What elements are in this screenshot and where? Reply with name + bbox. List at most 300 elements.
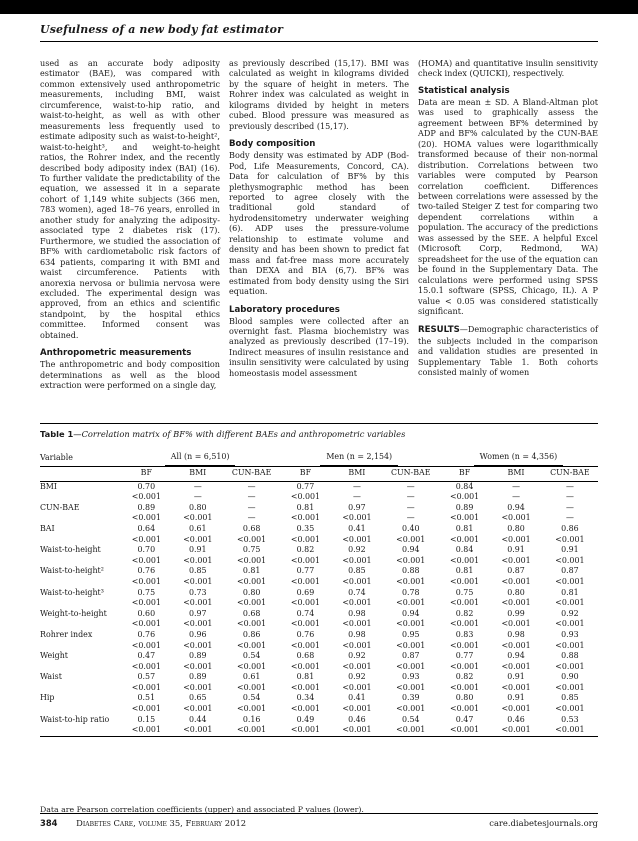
p-value-cell: <0.001 [501, 682, 531, 692]
row-label [40, 725, 121, 736]
p-value-cell: <0.001 [449, 534, 480, 544]
correlation-cell: — [352, 481, 361, 491]
correlation-cell: 0.16 [242, 714, 261, 724]
correlation-cell: 0.91 [507, 672, 525, 682]
p-value-cell: <0.001 [131, 555, 161, 565]
correlation-cell: 0.61 [242, 672, 261, 682]
p-value-cell: <0.001 [396, 704, 426, 714]
p-value-cell: — [352, 492, 361, 502]
p-value-cell: <0.001 [121, 725, 172, 736]
subheader-cell: BMI [172, 466, 223, 481]
p-value-cell: <0.001 [449, 598, 480, 608]
p-value-cell: <0.001 [501, 576, 531, 586]
p-value-cell: <0.001 [501, 513, 531, 523]
correlation-cell: 0.51 [137, 693, 156, 703]
correlation-cell: 0.77 [296, 566, 315, 576]
row-label: Weight [40, 651, 68, 661]
correlation-cell: 0.54 [242, 693, 261, 703]
correlation-cell: — [193, 481, 202, 491]
correlation-cell: 0.68 [242, 608, 261, 618]
p-value-cell: <0.001 [449, 640, 480, 650]
page-number: 384 [40, 818, 58, 828]
header-rule [40, 41, 598, 42]
correlation-cell: 0.73 [189, 587, 207, 597]
correlation-cell: 0.80 [507, 523, 525, 533]
correlation-cell: 0.80 [189, 502, 207, 512]
text-column-3 [418, 58, 598, 378]
table-row-pvalue [40, 683, 598, 694]
paragraph: used as an accurate body adiposity estimator (BAE), was compared with common extensively used anthropometric measurements, including BMI, waist circumference, waist-to-hip ratio, and waist-to-height, as well as with other measurements less frequently used to estimate adiposity such as waist-to-height², waist-to-height³, and weight-to-height ratios, the Rohrer index, and the recently described body adiposity index (BAI) (16). To further validate the predictability of the equation, we assessed it in a separate cohort of 1,149 white subjects (366 men, 783 women), aged 18–76 years, enrolled in another study for analyzing the adiposity-associated type 2 diabetes risk (17). Furthermore, we studied the association of BF% with cardiometabolic risk factors of 634 patients, comparing it with BMI and waist circumference. Patients with anorexia nervosa or bulimia nervosa were excluded. The experimental design was approved, from an ethics and scientific standpoint, by the hospital ethics committee. Informed consent was obtained. [40, 58, 220, 340]
correlation-cell: 0.86 [561, 523, 579, 533]
p-value-cell: <0.001 [131, 492, 161, 502]
correlation-cell: 0.91 [507, 545, 525, 555]
correlation-cell: 0.92 [561, 608, 579, 618]
correlation-cell: 0.81 [455, 566, 474, 576]
correlation-cell: 0.80 [242, 587, 261, 597]
correlation-cell: 0.82 [455, 672, 474, 682]
correlation-cell: 0.81 [242, 566, 261, 576]
p-value-cell: <0.001 [396, 661, 426, 671]
p-value-cell: <0.001 [449, 661, 480, 671]
correlation-cell: 0.89 [455, 502, 474, 512]
p-value-cell: <0.001 [342, 661, 372, 671]
row-label [40, 662, 121, 673]
p-value-cell: <0.001 [439, 725, 490, 736]
correlation-cell: 0.94 [401, 608, 420, 618]
table-row-coefficient [40, 503, 598, 514]
correlation-cell: 0.94 [507, 651, 525, 661]
correlation-cell: 0.77 [455, 651, 474, 661]
p-value-cell: <0.001 [555, 534, 585, 544]
p-value-cell: <0.001 [555, 640, 585, 650]
p-value-cell: <0.001 [237, 576, 267, 586]
p-value-cell: — [512, 492, 520, 502]
p-value-cell: <0.001 [290, 534, 321, 544]
p-value-cell: <0.001 [237, 534, 267, 544]
table-top-rule [40, 423, 598, 424]
subheader-cell: BF [280, 466, 331, 481]
correlation-cell: 0.97 [189, 608, 207, 618]
correlation-cell: 0.53 [561, 714, 579, 724]
correlation-cell: 0.81 [296, 502, 315, 512]
table-row-pvalue [40, 535, 598, 546]
correlation-cell: 0.93 [401, 672, 420, 682]
p-value-cell: <0.001 [342, 576, 372, 586]
p-value-cell: — [565, 513, 574, 523]
correlation-cell: 0.57 [137, 672, 156, 682]
p-value-cell: — [193, 492, 202, 502]
correlation-cell: — [247, 502, 256, 512]
variable-header: Variable [40, 453, 73, 462]
correlation-cell: 0.98 [348, 608, 366, 618]
table-row-pvalue [40, 641, 598, 652]
correlation-cell: 0.84 [455, 545, 474, 555]
p-value-cell: <0.001 [555, 661, 585, 671]
p-value-cell: <0.001 [183, 704, 213, 714]
p-value-cell: — [247, 513, 256, 523]
correlation-cell: — [565, 502, 574, 512]
paragraph: Data are mean ± SD. A Bland-Altman plot was used to graphically assess the agreement between BF% determined by ADP and BF% calculated by the CUN-BAE (20). HOMA values were logarithmically transformed because of their non-normal distribution. Correlations between two variables were computed by Pearson correlation coefficient. Differences between correlations were assessed by the two-tailed Steiger Z test for comparing two dependent correlations within a population. The accuracy of the predictions was assessed by the SEE. A helpful Excel (Microsoft Corp, Redmond, WA) spreadsheet for the use of the equation can be found in the Supplementary Data. The calculations were performed using SPSS 15.0.1 software (SPSS, Chicago, IL). A P value < 0.05 was considered statistically significant. [418, 96, 598, 316]
p-value-cell: — [406, 492, 415, 502]
p-value-cell: <0.001 [237, 704, 267, 714]
table-row-pvalue [40, 662, 598, 673]
p-value-cell: <0.001 [555, 555, 585, 565]
p-value-cell: <0.001 [290, 661, 321, 671]
table-row-coefficient [40, 693, 598, 704]
p-value-cell: <0.001 [290, 682, 321, 692]
correlation-cell: 0.87 [507, 566, 525, 576]
p-value-cell: <0.001 [290, 576, 321, 586]
row-label: Waist-to-height [40, 545, 101, 555]
correlation-cell: 0.54 [401, 714, 420, 724]
p-value-cell: <0.001 [290, 492, 321, 502]
row-label [40, 704, 121, 715]
p-value-cell: <0.001 [501, 598, 531, 608]
table-row-coefficient [40, 715, 598, 726]
table-caption [40, 429, 405, 439]
p-value-cell: <0.001 [237, 640, 267, 650]
section-heading: Laboratory procedures [229, 304, 340, 315]
correlation-cell: 0.87 [401, 651, 420, 661]
correlation-cell: 0.46 [507, 714, 525, 724]
p-value-cell: <0.001 [342, 619, 372, 629]
p-value-cell: <0.001 [501, 661, 531, 671]
p-value-cell: <0.001 [183, 513, 213, 523]
p-value-cell: <0.001 [237, 661, 267, 671]
correlation-cell: 0.84 [455, 481, 474, 491]
correlation-cell: 0.98 [348, 629, 366, 639]
table-row-coefficient [40, 566, 598, 577]
correlation-cell: 0.87 [561, 566, 579, 576]
p-value-cell: <0.001 [490, 725, 541, 736]
p-value-cell: <0.001 [280, 725, 331, 736]
row-label [40, 577, 121, 588]
table-row-coefficient [40, 481, 598, 492]
p-value-cell: <0.001 [290, 640, 321, 650]
p-value-cell: <0.001 [342, 555, 372, 565]
correlation-cell: 0.89 [189, 672, 207, 682]
correlation-cell: 0.81 [561, 587, 579, 597]
p-value-cell: <0.001 [183, 619, 213, 629]
table-row-pvalue [40, 513, 598, 524]
p-value-cell: <0.001 [131, 682, 161, 692]
section-heading: Anthropometric measurements [40, 348, 192, 359]
correlation-cell: 0.47 [455, 714, 474, 724]
p-value-cell: <0.001 [290, 555, 321, 565]
correlation-cell: 0.97 [348, 502, 366, 512]
table-row-coefficient [40, 545, 598, 556]
row-label [40, 492, 121, 503]
p-value-cell: <0.001 [183, 661, 213, 671]
correlation-cell: 0.99 [507, 608, 525, 618]
correlation-cell: 0.77 [296, 481, 315, 491]
row-label: Waist [40, 672, 62, 682]
p-value-cell: — [565, 492, 574, 502]
correlation-cell: 0.35 [296, 523, 315, 533]
correlation-cell: 0.85 [561, 693, 579, 703]
correlation-cell: 0.74 [348, 587, 366, 597]
correlation-cell: 0.75 [455, 587, 474, 597]
correlation-cell: 0.81 [296, 672, 315, 682]
subheader-cell: BF [439, 466, 490, 481]
p-value-cell: <0.001 [131, 513, 161, 523]
p-value-cell: <0.001 [501, 555, 531, 565]
subheader-cell: BMI [331, 466, 382, 481]
correlation-table [40, 452, 598, 737]
row-label: Weight-to-height [40, 608, 107, 618]
table-row-pvalue [40, 598, 598, 609]
p-value-cell: — [406, 513, 415, 523]
running-title: Usefulness of a new body fat estimator [40, 23, 283, 36]
p-value-cell: <0.001 [501, 640, 531, 650]
p-value-cell: <0.001 [396, 555, 426, 565]
correlation-cell: 0.82 [455, 608, 474, 618]
correlation-cell: 0.83 [455, 629, 474, 639]
p-value-cell: <0.001 [396, 682, 426, 692]
p-value-cell: <0.001 [131, 534, 161, 544]
p-value-cell: <0.001 [449, 492, 480, 502]
correlation-cell: 0.69 [296, 587, 315, 597]
row-label: BAI [40, 523, 55, 533]
correlation-cell: — [512, 481, 520, 491]
correlation-cell: 0.94 [401, 545, 420, 555]
correlation-cell: — [406, 502, 415, 512]
paragraph: Body density was estimated by ADP (Bod-Pod, Life Measurements, Concord, CA). Data for calculation of BF% by this plethysmographic method has been reported to agree closely with the traditional gold standard of hydrodensitometry underwater weighing (6). ADP uses the pressure-volume relationship to estimate volume and density and has been shown to predict fat mass and fat-free mass more accurately than DEXA and BIA (6,7). BF% was estimated from body density using the Siri equation. [229, 150, 409, 297]
table-row-coefficient [40, 651, 598, 662]
p-value-cell: <0.001 [237, 682, 267, 692]
row-label: Hip [40, 693, 55, 703]
table-row-pvalue [40, 704, 598, 715]
p-value-cell: <0.001 [342, 534, 372, 544]
p-value-cell: <0.001 [183, 576, 213, 586]
table-row-coefficient [40, 609, 598, 620]
correlation-cell: 0.88 [401, 566, 420, 576]
p-value-cell: <0.001 [183, 682, 213, 692]
section-heading: Body composition [229, 139, 316, 150]
group-header-all: All (n = 6,510) [121, 452, 280, 466]
paragraph: as previously described (15,17). BMI was calculated as weight in kilograms divided by the square of height in meters. The Rohrer index was calculated as weight in kilograms divided by height in meters cubed. Blood pressure was measured as previously described (15,17). [229, 58, 409, 131]
correlation-cell: 0.74 [296, 608, 315, 618]
table-row-pvalue [40, 725, 598, 736]
correlation-cell: 0.86 [242, 629, 261, 639]
p-value-cell: <0.001 [290, 619, 321, 629]
paragraph: (HOMA) and quantitative insulin sensitivity check index (QUICKI), respectively. [418, 58, 598, 79]
journal-url[interactable]: care.diabetesjournals.org [489, 818, 598, 828]
row-label: Waist-to-height³ [40, 587, 104, 597]
p-value-cell: <0.001 [131, 661, 161, 671]
table-row-coefficient [40, 524, 598, 535]
table-body [40, 481, 598, 736]
correlation-cell: 0.94 [507, 502, 525, 512]
correlation-cell: 0.49 [296, 714, 315, 724]
correlation-cell: 0.44 [189, 714, 207, 724]
correlation-cell: 0.15 [137, 714, 156, 724]
p-value-cell: <0.001 [290, 598, 321, 608]
correlation-cell: 0.91 [189, 545, 207, 555]
correlation-cell: 0.93 [561, 629, 579, 639]
correlation-cell: 0.96 [189, 629, 207, 639]
subheader-row [40, 466, 598, 481]
correlation-cell: 0.89 [189, 651, 207, 661]
page-footer [40, 818, 598, 828]
row-label [40, 619, 121, 630]
p-value-cell: <0.001 [290, 704, 321, 714]
group-header-women: Women (n = 4,356) [439, 452, 598, 466]
correlation-cell: 0.78 [401, 587, 420, 597]
table-row-pvalue [40, 492, 598, 503]
correlation-cell: 0.80 [455, 693, 474, 703]
correlation-cell: 0.61 [189, 523, 207, 533]
p-value-cell: <0.001 [449, 513, 480, 523]
correlation-cell: 0.70 [137, 481, 156, 491]
p-value-cell: <0.001 [396, 619, 426, 629]
p-value-cell: <0.001 [342, 513, 372, 523]
row-label: BMI [40, 481, 57, 491]
correlation-cell: 0.68 [296, 651, 315, 661]
correlation-cell: 0.64 [137, 523, 156, 533]
table-row-coefficient [40, 672, 598, 683]
p-value-cell: <0.001 [342, 598, 372, 608]
correlation-cell: 0.39 [401, 693, 420, 703]
group-header-row [40, 452, 598, 466]
p-value-cell: <0.001 [183, 598, 213, 608]
paragraph: Blood samples were collected after an overnight fast. Plasma biochemistry was analyzed as previously described (17–19). Indirect measures of insulin resistance and insulin sensitivity were calculated by using homeostasis model assessment [229, 315, 409, 378]
correlation-cell: 0.85 [348, 566, 366, 576]
results-heading: RESULTS [418, 325, 460, 336]
p-value-cell: <0.001 [131, 576, 161, 586]
correlation-cell: 0.75 [137, 587, 156, 597]
results-text: —Demographic characteristics of the subjects included in the comparison and validation studies are presented in Supplementary Table 1. Both cohorts consisted mainly of women [418, 324, 598, 378]
correlation-cell: 0.92 [348, 651, 366, 661]
p-value-cell: <0.001 [555, 619, 585, 629]
correlation-cell: 0.65 [189, 693, 207, 703]
correlation-cell: 0.68 [242, 523, 261, 533]
subheader-cell: BMI [490, 466, 541, 481]
correlation-cell: 0.82 [296, 545, 315, 555]
subheader-cell: CUN-BAE [224, 466, 280, 481]
results-paragraph [418, 324, 598, 377]
p-value-cell: — [247, 492, 256, 502]
correlation-cell: 0.92 [348, 672, 366, 682]
p-value-cell: <0.001 [183, 640, 213, 650]
section-heading: Statistical analysis [418, 85, 510, 96]
p-value-cell: <0.001 [501, 704, 531, 714]
p-value-cell: <0.001 [237, 555, 267, 565]
correlation-cell: 0.41 [348, 693, 366, 703]
p-value-cell: <0.001 [224, 725, 280, 736]
p-value-cell: <0.001 [342, 640, 372, 650]
p-value-cell: <0.001 [449, 555, 480, 565]
correlation-cell: 0.76 [137, 566, 156, 576]
p-value-cell: <0.001 [131, 704, 161, 714]
p-value-cell: <0.001 [331, 725, 382, 736]
journal-citation: Diabetes Care, volume 35, February 2012 [76, 818, 247, 828]
correlation-cell: — [406, 481, 415, 491]
correlation-cell: 0.88 [561, 651, 579, 661]
p-value-cell: <0.001 [396, 534, 426, 544]
correlation-cell: 0.90 [561, 672, 579, 682]
p-value-cell: <0.001 [237, 598, 267, 608]
p-value-cell: <0.001 [396, 640, 426, 650]
p-value-cell: <0.001 [555, 598, 585, 608]
correlation-cell: 0.91 [561, 545, 579, 555]
table-row-pvalue [40, 556, 598, 567]
correlation-cell: 0.76 [296, 629, 315, 639]
correlation-cell: 0.47 [137, 651, 156, 661]
group-header-men: Men (n = 2,154) [280, 452, 439, 466]
table-label: Table 1 [40, 429, 74, 439]
row-label [40, 598, 121, 609]
table-footnote: Data are Pearson correlation coefficients (upper) and associated P values (lower). [40, 805, 364, 814]
p-value-cell: <0.001 [501, 534, 531, 544]
subheader-cell: CUN-BAE [542, 466, 598, 481]
row-label: Waist-to-hip ratio [40, 714, 110, 724]
row-label: Waist-to-height² [40, 566, 104, 576]
correlation-cell: 0.75 [242, 545, 261, 555]
p-value-cell: <0.001 [342, 704, 372, 714]
table-title: —Correlation matrix of BF% with different BAEs and anthropometric variables [73, 429, 406, 439]
p-value-cell: <0.001 [449, 682, 480, 692]
correlation-cell: 0.91 [507, 693, 525, 703]
correlation-cell: 0.85 [189, 566, 207, 576]
correlation-cell: 0.95 [401, 629, 420, 639]
p-value-cell: <0.001 [383, 725, 439, 736]
table-row-pvalue [40, 619, 598, 630]
top-black-bar [0, 0, 638, 14]
p-value-cell: <0.001 [183, 534, 213, 544]
correlation-cell: 0.54 [242, 651, 261, 661]
p-value-cell: <0.001 [237, 619, 267, 629]
correlation-cell: 0.89 [137, 502, 156, 512]
row-label [40, 683, 121, 694]
p-value-cell: <0.001 [290, 513, 321, 523]
correlation-cell: 0.34 [296, 693, 315, 703]
subheader-spacer [40, 466, 121, 481]
row-label [40, 513, 121, 524]
p-value-cell: <0.001 [449, 576, 480, 586]
text-column-2 [229, 58, 409, 378]
p-value-cell: <0.001 [172, 725, 223, 736]
table-row-coefficient [40, 630, 598, 641]
correlation-cell: — [565, 481, 574, 491]
p-value-cell: <0.001 [183, 555, 213, 565]
subheader-cell: BF [121, 466, 172, 481]
correlation-cell: 0.76 [137, 629, 156, 639]
table-row-coefficient [40, 588, 598, 599]
correlation-cell: 0.92 [348, 545, 366, 555]
p-value-cell: <0.001 [555, 682, 585, 692]
row-label: CUN-BAE [40, 502, 80, 512]
row-label [40, 556, 121, 567]
p-value-cell: <0.001 [542, 725, 598, 736]
p-value-cell: <0.001 [555, 704, 585, 714]
correlation-cell: 0.81 [455, 523, 474, 533]
correlation-cell: 0.60 [137, 608, 156, 618]
p-value-cell: <0.001 [449, 619, 480, 629]
paragraph: The anthropometric and body composition determinations as well as the blood extraction were performed on a single day, [40, 359, 220, 391]
row-label [40, 641, 121, 652]
table-row-pvalue [40, 577, 598, 588]
p-value-cell: <0.001 [131, 598, 161, 608]
correlation-cell: 0.98 [507, 629, 525, 639]
p-value-cell: <0.001 [501, 619, 531, 629]
correlation-cell: — [247, 481, 256, 491]
correlation-cell: 0.80 [507, 587, 525, 597]
subheader-cell: CUN-BAE [383, 466, 439, 481]
row-label: Rohrer index [40, 629, 93, 639]
correlation-cell: 0.40 [401, 523, 420, 533]
p-value-cell: <0.001 [396, 576, 426, 586]
